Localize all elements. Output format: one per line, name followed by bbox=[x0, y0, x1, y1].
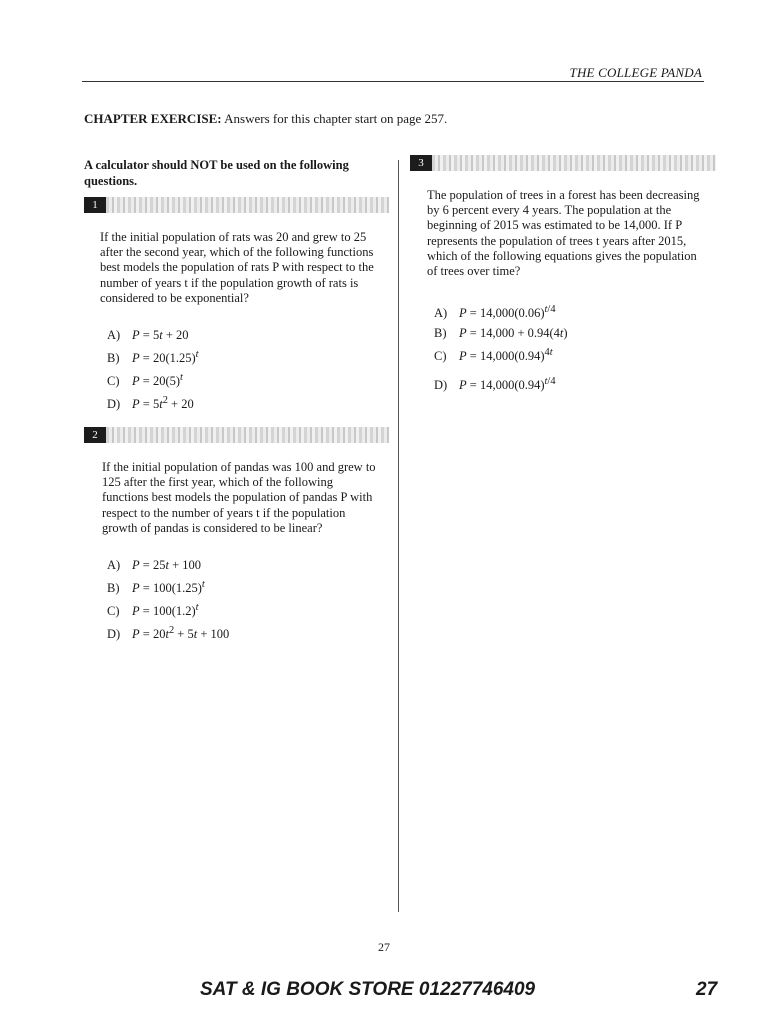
page-number: 27 bbox=[378, 940, 390, 954]
choice-label: D) bbox=[434, 378, 448, 393]
choice-label: B) bbox=[434, 326, 447, 341]
choice-label: C) bbox=[107, 374, 120, 389]
question-1-choice-c[interactable] bbox=[107, 368, 199, 391]
choice-expression: $P = 100(1.2)^t$ bbox=[132, 602, 199, 619]
question-2-choice-d[interactable] bbox=[107, 621, 229, 644]
question-3-choice-a[interactable] bbox=[434, 300, 568, 323]
choice-label: C) bbox=[434, 349, 447, 364]
choice-expression: $P = 20(5)^t$ bbox=[132, 372, 183, 389]
choice-expression: $P = 14,000(0.06)^{t/4}$ bbox=[459, 304, 556, 321]
question-3-bar bbox=[410, 155, 716, 171]
choice-label: C) bbox=[107, 604, 120, 619]
choice-label: A) bbox=[434, 306, 448, 321]
choice-expression: $P = 100(1.25)^t$ bbox=[132, 579, 205, 596]
choice-label: B) bbox=[107, 351, 120, 366]
question-2-choice-a[interactable] bbox=[107, 556, 229, 575]
choice-label: A) bbox=[107, 558, 121, 572]
question-3-choices bbox=[434, 300, 568, 395]
chapter-exercise-text: Answers for this chapter start on page 257. bbox=[221, 111, 448, 126]
choice-expression: $P = 20t^2 + 5t + 100$ bbox=[132, 625, 230, 642]
question-3-text: The population of trees in a forest has been decreasing by 6 percent every 4 years. The population at the beginning of 2015 was estimated to be 14,000. If P represents the population of trees t years after 2015, which of the following equations gives the population of trees over time? bbox=[427, 188, 700, 279]
question-2-choice-b[interactable] bbox=[107, 575, 229, 598]
choice-label: A) bbox=[107, 328, 121, 342]
choice-expression: P = 5t + 20 bbox=[132, 328, 189, 342]
question-1-choice-b[interactable] bbox=[107, 345, 199, 368]
header-divider bbox=[82, 81, 704, 82]
question-2-bar bbox=[84, 427, 389, 443]
question-2-choices bbox=[107, 556, 229, 644]
question-1-choices bbox=[107, 326, 199, 414]
chapter-exercise-line bbox=[84, 111, 447, 127]
choice-expression: P = 14,000 + 0.94(4t) bbox=[459, 326, 568, 341]
question-3-choice-c[interactable] bbox=[434, 343, 568, 366]
question-1-bar bbox=[84, 197, 389, 213]
question-1-number: 1 bbox=[84, 197, 106, 213]
choice-expression: P = 25t + 100 bbox=[132, 558, 201, 572]
question-3-number: 3 bbox=[410, 155, 432, 171]
footer-store-text: SAT & IG BOOK STORE 01227746409 bbox=[200, 979, 536, 1000]
question-3-choice-b[interactable] bbox=[434, 323, 568, 343]
question-1-choice-a[interactable] bbox=[107, 326, 199, 345]
calculator-note: A calculator should NOT be used on the following questions. bbox=[84, 158, 349, 188]
choice-label: D) bbox=[107, 397, 121, 412]
choice-expression: $P = 14,000(0.94)^{4t}$ bbox=[459, 347, 553, 364]
question-2-number: 2 bbox=[84, 427, 106, 443]
question-1-choice-d[interactable] bbox=[107, 391, 199, 414]
column-divider bbox=[398, 160, 399, 912]
choice-label: D) bbox=[107, 627, 121, 642]
question-1-text: If the initial population of rats was 20 and grew to 25 after the second year, which of the following functions best models the population of rats P with respect to the number of years t if the population growth of rats is considered to be exponential? bbox=[100, 230, 374, 305]
choice-expression: $P = 5t^2 + 20$ bbox=[132, 395, 194, 412]
footer-page-number: 27 bbox=[696, 979, 718, 1000]
choice-expression: $P = 14,000(0.94)^{t/4}$ bbox=[459, 376, 556, 393]
choice-label: B) bbox=[107, 581, 120, 596]
question-2-choice-c[interactable] bbox=[107, 598, 229, 621]
chapter-exercise-label: CHAPTER EXERCISE: bbox=[84, 111, 222, 126]
question-2-text: If the initial population of pandas was 100 and grew to 125 after the first year, which of the following functions best models the population of pandas P with respect to the number of years t if the population growth of pandas is considered to be linear? bbox=[102, 460, 376, 535]
running-header: THE COLLEGE PANDA bbox=[569, 65, 702, 80]
question-3-choice-d[interactable] bbox=[434, 372, 568, 395]
choice-expression: $P = 20(1.25)^t$ bbox=[132, 349, 199, 366]
